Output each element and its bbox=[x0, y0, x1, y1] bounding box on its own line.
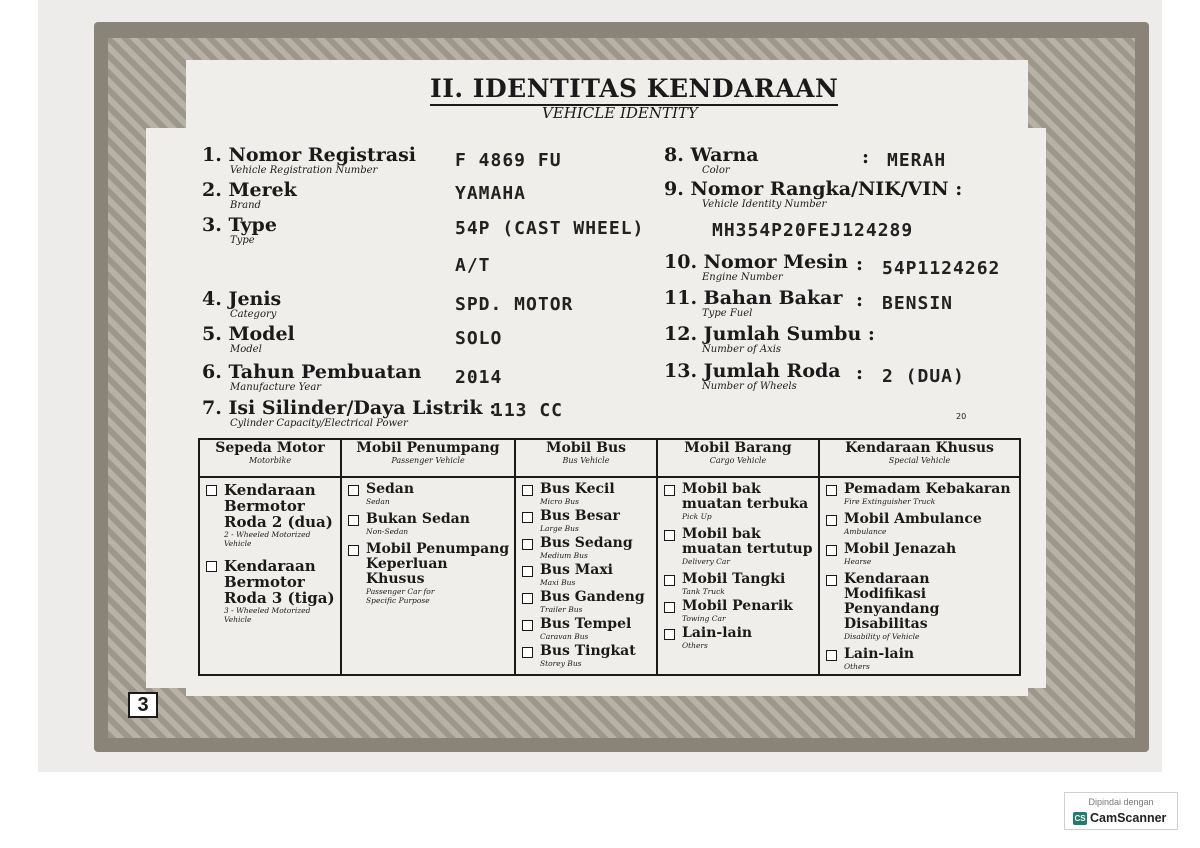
field-fuel-value: BENSIN bbox=[882, 293, 954, 314]
checkbox-item[interactable]: Bus Tempel Caravan Bus bbox=[520, 617, 652, 641]
field-fuel-sep: : bbox=[856, 289, 864, 311]
checkbox[interactable] bbox=[826, 650, 837, 661]
checkbox-item[interactable]: Lain-lain Others bbox=[824, 647, 1015, 671]
field-wheels-label: 13. Jumlah Roda Number of Wheels bbox=[664, 360, 841, 392]
field-wheels-value: 2 (DUA) bbox=[882, 366, 965, 387]
field-category-label: 4. Jenis Category bbox=[202, 288, 282, 320]
field-vin-label: 9. Nomor Rangka/NIK/VIN : Vehicle Identity Number bbox=[664, 178, 963, 210]
field-brand-value: YAMAHA bbox=[455, 183, 527, 204]
checkbox-item[interactable]: Kendaraan Modifikasi Penyandang Disabilitas Disability of Vehicle bbox=[824, 572, 1015, 641]
checkbox-item[interactable]: Bus Tingkat Storey Bus bbox=[520, 644, 652, 668]
camscanner-icon: CS bbox=[1074, 814, 1086, 823]
checkbox[interactable] bbox=[206, 561, 217, 572]
table-header-row bbox=[199, 439, 1020, 477]
field-brand-label: 2. Merek Brand bbox=[202, 179, 297, 211]
checkbox-item[interactable]: Lain-lain Others bbox=[662, 626, 814, 650]
checkbox[interactable] bbox=[206, 485, 217, 496]
checkbox[interactable] bbox=[522, 485, 533, 496]
checkbox[interactable] bbox=[522, 647, 533, 658]
column-special bbox=[819, 477, 1020, 675]
checkbox[interactable] bbox=[522, 512, 533, 523]
field-model-label: 5. Model Model bbox=[202, 323, 295, 355]
header-motorbike: Sepeda Motor Motorbike bbox=[199, 439, 341, 477]
field-type-value: 54P (CAST WHEEL) bbox=[455, 218, 645, 239]
field-registration-label: 1. Nomor Registrasi Vehicle Registration Number bbox=[202, 144, 416, 176]
column-cargo bbox=[657, 477, 819, 675]
checkbox-item[interactable]: Pemadam Kebakaran Fire Extinguisher Truck bbox=[824, 482, 1015, 506]
field-color-value: MERAH bbox=[887, 150, 947, 171]
checkbox[interactable] bbox=[664, 575, 675, 586]
small-mark: 20 bbox=[956, 412, 967, 421]
header-special: Kendaraan Khusus Special Vehicle bbox=[819, 439, 1020, 477]
checkbox-item[interactable]: Kendaraan Bermotor Roda 2 (dua) 2 - Wheeled Motorized Vehicle bbox=[204, 482, 336, 548]
field-axis-label: 12. Jumlah Sumbu : Number of Axis bbox=[664, 323, 875, 355]
checkbox[interactable] bbox=[664, 629, 675, 640]
field-engine-value: 54P1124262 bbox=[882, 258, 1001, 279]
camscanner-watermark bbox=[1064, 792, 1178, 830]
section-subtitle: VEHICLE IDENTITY bbox=[542, 104, 698, 122]
field-type-label: 3. Type Type bbox=[202, 214, 277, 246]
checkbox[interactable] bbox=[522, 566, 533, 577]
field-year-value: 2014 bbox=[455, 367, 503, 388]
camscanner-name: CamScanner bbox=[1090, 811, 1167, 825]
checkbox[interactable] bbox=[522, 539, 533, 550]
checkbox[interactable] bbox=[348, 545, 359, 556]
checkbox-item[interactable]: Mobil Ambulance Ambulance bbox=[824, 512, 1015, 536]
column-passenger bbox=[341, 477, 515, 675]
checkbox[interactable] bbox=[826, 515, 837, 526]
checkbox[interactable] bbox=[826, 545, 837, 556]
field-wheels-sep: : bbox=[856, 362, 864, 384]
field-type-value-2: A/T bbox=[455, 255, 491, 276]
checkbox[interactable] bbox=[664, 602, 675, 613]
field-cylinder-value: 113 CC bbox=[492, 400, 564, 421]
field-model-value: SOLO bbox=[455, 328, 503, 349]
checkbox-item[interactable]: Sedan Sedan bbox=[346, 482, 510, 506]
checkbox-item[interactable]: Bukan Sedan Non-Sedan bbox=[346, 512, 510, 536]
checkbox[interactable] bbox=[664, 485, 675, 496]
field-fuel-label: 11. Bahan Bakar Type Fuel bbox=[664, 287, 843, 319]
field-cylinder-label: 7. Isi Silinder/Daya Listrik : Cylinder Capacity/Electrical Power bbox=[202, 397, 497, 429]
column-bus bbox=[515, 477, 657, 675]
checkbox-item[interactable]: Mobil Jenazah Hearse bbox=[824, 542, 1015, 566]
checkbox-item[interactable]: Bus Sedang Medium Bus bbox=[520, 536, 652, 560]
checkbox[interactable] bbox=[664, 530, 675, 541]
column-motorbike bbox=[199, 477, 341, 675]
checkbox-item[interactable]: Mobil bak muatan terbuka Pick Up bbox=[662, 482, 814, 521]
checkbox-item[interactable]: Mobil bak muatan tertutup Delivery Car bbox=[662, 527, 814, 566]
checkbox[interactable] bbox=[826, 575, 837, 586]
field-year-label: 6. Tahun Pembuatan Manufacture Year bbox=[202, 361, 422, 393]
field-registration-value: F 4869 FU bbox=[455, 150, 562, 171]
checkbox-item[interactable]: Mobil Penarik Towing Car bbox=[662, 599, 814, 623]
camscanner-caption: Dipindai dengan bbox=[1088, 797, 1154, 807]
checkbox-item[interactable]: Bus Besar Large Bus bbox=[520, 509, 652, 533]
page-number: 3 bbox=[128, 692, 158, 718]
checkbox-item[interactable]: Bus Maxi Maxi Bus bbox=[520, 563, 652, 587]
checkbox[interactable] bbox=[522, 593, 533, 604]
header-cargo: Mobil Barang Cargo Vehicle bbox=[657, 439, 819, 477]
checkbox-item[interactable]: Bus Kecil Micro Bus bbox=[520, 482, 652, 506]
section-title: II. IDENTITAS KENDARAAN bbox=[430, 74, 838, 106]
field-engine-sep: : bbox=[856, 253, 864, 275]
checkbox[interactable] bbox=[348, 485, 359, 496]
checkbox[interactable] bbox=[826, 485, 837, 496]
field-category-value: SPD. MOTOR bbox=[455, 294, 574, 315]
vehicle-category-table bbox=[198, 438, 1021, 676]
checkbox-item[interactable]: Mobil Penumpang Keperluan Khusus Passenger Car for Specific Purpose bbox=[346, 542, 510, 605]
field-color-sep: : bbox=[862, 146, 870, 168]
field-color-label: 8. Warna Color bbox=[664, 144, 759, 176]
field-vin-value: MH354P20FEJ124289 bbox=[712, 220, 914, 241]
checkbox-item[interactable]: Bus Gandeng Trailer Bus bbox=[520, 590, 652, 614]
table-body-row bbox=[199, 477, 1020, 675]
field-engine-label: 10. Nomor Mesin Engine Number bbox=[664, 251, 848, 283]
checkbox[interactable] bbox=[522, 620, 533, 631]
checkbox-item[interactable]: Kendaraan Bermotor Roda 3 (tiga) 3 - Wheeled Motorized Vehicle bbox=[204, 558, 336, 624]
checkbox-item[interactable]: Mobil Tangki Tank Truck bbox=[662, 572, 814, 596]
header-passenger: Mobil Penumpang Passenger Vehicle bbox=[341, 439, 515, 477]
document-panel-left bbox=[146, 128, 206, 688]
header-bus: Mobil Bus Bus Vehicle bbox=[515, 439, 657, 477]
checkbox[interactable] bbox=[348, 515, 359, 526]
